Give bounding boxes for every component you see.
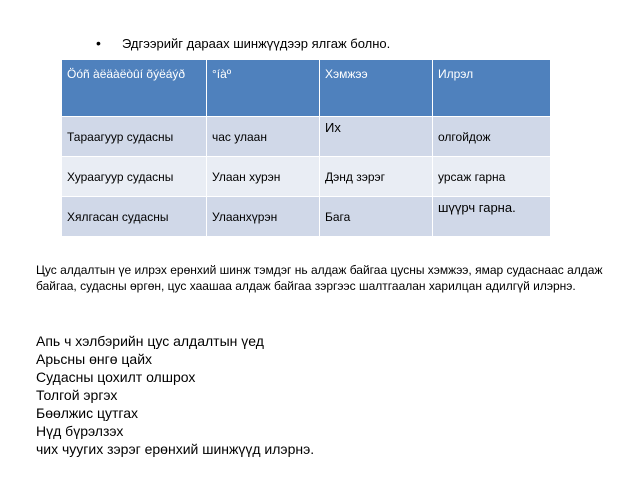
table-cell: Хураагуур судасны <box>62 156 207 196</box>
table-cell: Тараагуур судасны <box>62 116 207 156</box>
header-cell: Хэмжээ <box>320 60 433 116</box>
intro-text: Эдгээрийг дараах шинжүүдээр ялгаж болно. <box>122 36 391 51</box>
list-item: Нүд бүрэлзэх <box>36 423 124 439</box>
table-cell: шүүрч гарна. <box>433 196 551 236</box>
table-row <box>62 156 551 196</box>
list-item: Толгой эргэх <box>36 387 118 403</box>
list-item: чих чуугих зэрэг ерөнхий шинжүүд илэрнэ. <box>36 441 315 457</box>
table-header-row <box>62 60 551 116</box>
list-item: Бөөлжис цутгах <box>36 405 139 421</box>
description-paragraph: Цус алдалтын үе илрэх ерөнхий шинж тэмдэг нь алдаж байгаа цусны хэмжээ, ямар судаснаас алдаж байгаа, судасны өргөн, цус хаашаа алдаж байгаа зэргээс шалтгаалан харилцан адилгүй илэрнэ. <box>36 263 603 293</box>
table-row <box>62 196 551 236</box>
table-cell: час улаан <box>207 116 320 156</box>
table-cell: урсаж гарна <box>433 156 551 196</box>
table-cell: Дэнд зэрэг <box>320 156 433 196</box>
table-cell: Улаан хурэн <box>207 156 320 196</box>
symptom-list <box>36 332 314 458</box>
list-item: Арьсны өнгө цайх <box>36 351 153 367</box>
header-cell: °íàº <box>207 60 320 116</box>
table-cell: Хялгасан судасны <box>62 196 207 236</box>
header-cell: Öóñ àëäàëòûí õýëáýð <box>62 60 207 116</box>
bullet-marker: • <box>96 35 101 51</box>
table-row <box>62 116 551 156</box>
table-cell: олгойдож <box>433 116 551 156</box>
list-item: Судасны цохилт олшрох <box>36 369 196 385</box>
table-cell: Бага <box>320 196 433 236</box>
bleeding-types-table <box>62 60 551 236</box>
list-item: Апь ч хэлбэрийн цус алдалтын үед <box>36 333 264 349</box>
intro-bullet-line <box>96 34 390 53</box>
table-cell: Улаанхүрэн <box>207 196 320 236</box>
header-cell: Илрэл <box>433 60 551 116</box>
table-cell: Их <box>320 116 433 156</box>
